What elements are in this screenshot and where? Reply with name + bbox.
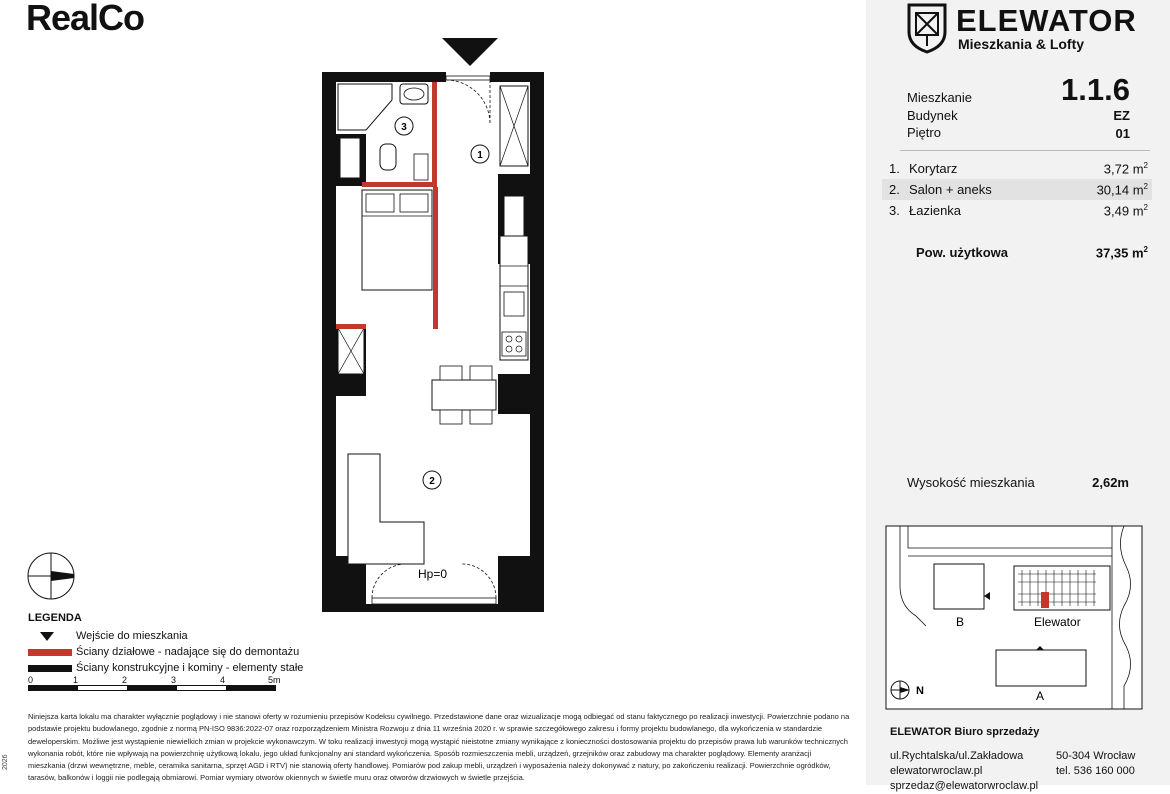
sofa <box>348 454 424 564</box>
realco-logo: RealCo <box>26 0 145 38</box>
scale-bar: 0 1 2 3 4 5m <box>28 675 288 695</box>
room-label-1: 1 <box>477 150 483 161</box>
pillar-right-3 <box>498 556 530 612</box>
disclaimer: Niniejsza karta lokalu ma charakter wyłącznie poglądowy i nie stanowi oferty w rozumieniu przepisów Kodeksu cywilnego. Przedstawione dane oraz wizualizacje mogą odbiegać od stanu faktycznego po realizacji inwestycji. Powierzchnie podano na podstawie projektu budowlanego, zgodnie z normą PN-ISO 9836:2022-07 oraz rozporządzeniem Ministra Rozwoju z dnia 11 września 2020 r. w sprawie szczegółowego zakresu i formy projektu budowlanego, dla wykończenia w standardzie deweloperskim. Możliwe jest wystąpienie niewielkich zmian w projekcie wykonawczym. W toku realizacji inwestycji mogą wystąpić nieistotne zmiany wynikające z konieczności dostosowania projektu do przepisów prawa lub warunków technicznych wykonania robót, które nie wpływają na powierzchnię użytkową lokalu, jego układ funkcjonalny ani standard wykończenia. Sposób rozmieszczenia mebli, urządzeń, grzejników oraz zabudowy ma charakter poglądowy. Elementy aranżacji mieszkania (drzwi wewnętrzne, meble, ceramika sanitarna, sprzęt AGD i RTV) nie stanowią oferty handlowej. Pomiarów pod zakup mebli, urządzeń i wyposażenia należy dokonywać z natury, po zakończeniu realizacji. Powierzchnie ogródków, tarasów, balkonów i loggii nie podlegają obmiarowi. Pomiar wymiary otworów okiennych w świetle muru oraz otworów drzwiowych w świetle przejścia. <box>28 712 850 783</box>
partition-left-stub <box>336 324 366 329</box>
elewator-brand <box>906 2 1137 54</box>
wall-left <box>322 72 336 612</box>
elewator-logo-icon <box>906 2 948 54</box>
partition-bath-bottom <box>362 182 436 187</box>
red-wall-swatch <box>28 649 72 656</box>
room-row: 2. Salon + aneks 30,14 $m^2$ <box>882 179 1152 200</box>
apartment-number: 1.1.6 <box>1061 72 1130 107</box>
site-plan <box>886 526 1142 709</box>
office-contact: ul.Rychtalska/ul.Zakładowa elewatorwroclaw.pl sprzedaz@elewatorwroclaw.pl <box>890 750 1039 792</box>
phone-link[interactable]: tel. 536 160 000 <box>1056 765 1135 777</box>
entry-arrow-icon <box>442 38 498 66</box>
toilet <box>380 144 396 170</box>
room-label-3: 3 <box>401 122 407 133</box>
wall-bottom <box>336 604 530 612</box>
rooms-list <box>882 158 1152 221</box>
apartment-labels: Mieszkanie Budynek Piętro <box>907 90 973 140</box>
floor-plan <box>322 36 544 614</box>
svg-text:A: A <box>1036 689 1045 703</box>
office-postal: 50-304 Wrocław tel. 536 160 000 <box>1056 750 1136 777</box>
partition-bedroom <box>433 187 438 329</box>
legend-structural: Ściany konstrukcyjne i kominy - elementy stałe <box>28 660 348 676</box>
compass-icon <box>26 551 76 601</box>
hp-label: Hp=0 <box>418 567 448 581</box>
compass <box>26 551 76 601</box>
building-a <box>996 650 1086 686</box>
partition-bath-right <box>432 82 437 187</box>
brand-subtitle: Mieszkania & Lofty <box>958 36 1085 52</box>
email-link[interactable]: sprzedaz@elewatorwroclaw.pl <box>890 780 1039 792</box>
building-b <box>934 564 984 609</box>
dining-table <box>432 380 496 410</box>
svg-text:B: B <box>956 615 965 629</box>
entry-triangle-icon <box>40 632 54 641</box>
room-row: 1. Korytarz 3,72 $m^2$ <box>889 160 1148 177</box>
office-title: ELEWATOR Biuro sprzedaży <box>890 726 1040 738</box>
legend-entry: Wejście do mieszkania <box>28 628 348 644</box>
apartment-values: EZ 01 <box>1113 108 1130 141</box>
legend <box>28 612 348 676</box>
black-wall-swatch <box>28 665 72 672</box>
shower <box>338 84 392 130</box>
total-area: Pow. użytkowa 37,35 $m^2$ <box>916 245 1148 261</box>
wall-top-left <box>322 72 446 82</box>
room-label-2: 2 <box>429 476 435 487</box>
svg-text:N: N <box>916 685 924 697</box>
room-row: 3. Łazienka 3,49 $m^2$ <box>889 202 1148 219</box>
wall-right <box>530 72 544 612</box>
divider <box>900 150 1150 151</box>
legend-partition: Ściany działowe - nadające się do demontażu <box>28 644 348 660</box>
apartment-marker <box>1041 592 1049 608</box>
year: 2026 <box>2 754 9 770</box>
brand-name: ELEWATOR <box>956 3 1137 38</box>
legend-title: LEGENDA <box>28 612 82 624</box>
apartment-height: Wysokość mieszkania 2,62m <box>907 475 1129 490</box>
svg-text:Elewator: Elewator <box>1034 615 1081 629</box>
website-link[interactable]: elewatorwroclaw.pl <box>890 765 983 777</box>
pillar-right-2 <box>498 374 530 414</box>
